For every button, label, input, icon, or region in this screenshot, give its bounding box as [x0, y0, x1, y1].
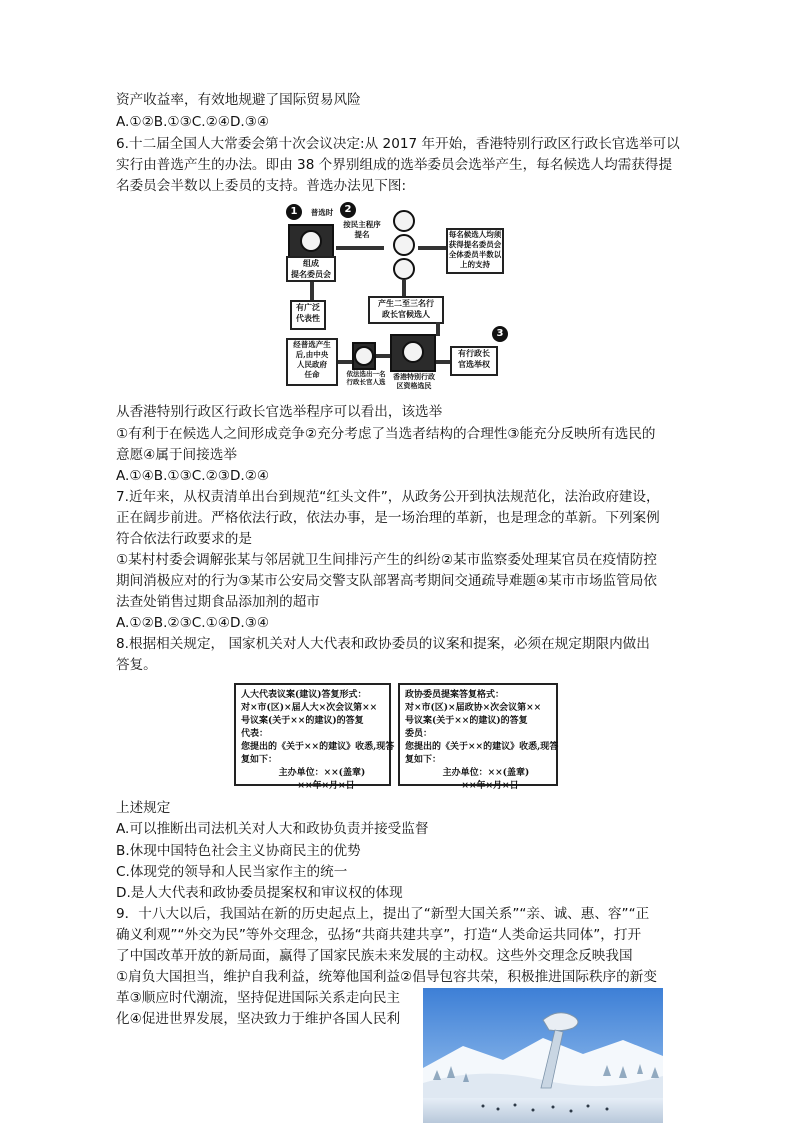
committee-box: 组成 提名委员会 [286, 256, 336, 282]
text-line: ①肩负大国担当，维护自我利益，统筹他国利益②倡导包容共荣，积极推进国际秩序的新变 [116, 969, 657, 985]
text-line: 了中国改革开放的新局面，赢得了国家民族未来发展的主动权。这些外交理念反映我国 [116, 948, 633, 964]
text-line: 答复。 [116, 657, 157, 673]
option-d: D.是人大代表和政协委员提案权和审议权的体现 [116, 885, 403, 901]
question-9: 9．十八大以后，我国站在新的历史起点上，提出了“新型大国关系”“亲、诚、惠、容”“正 [116, 906, 650, 922]
requirement-box: 每名候选人均须 获得提名委员会 全体委员半数以 上的支持 [446, 228, 504, 274]
ski-venue-illustration [423, 988, 663, 1123]
text-line: ①某村村委会调解张某与邻居就卫生间排污产生的纠纷②某市监察委处理某官员在疫情防控 [116, 552, 657, 568]
right-to-vote-box: 有行政长 官选举权 [450, 346, 498, 376]
text-line: 正在阔步前进。严格依法行政，依法办事，是一场治理的革新，也是理念的革新。下列案例 [116, 510, 660, 526]
text-line: 资产收益率，有效地规避了国际贸易风险 [116, 92, 361, 108]
appointment-box: 经普选产生 后,由中央 人民政府 任命 [286, 338, 338, 386]
question-6: 6.十二届全国人大常委会第十次会议决定:从 2017 年开始，香港特别行政区行政长官选举可以 [116, 136, 680, 152]
text-line: 革③顺应时代潮流，坚持促进国际关系走向民主 [116, 990, 401, 1006]
elect-one-label: 依法选出一名 行政长官人选 [346, 370, 386, 386]
option-c: C.体现党的领导和人民当家作主的统一 [116, 864, 348, 880]
representative-box: 有广泛 代表性 [290, 300, 326, 330]
text-line: 上述规定 [116, 800, 171, 816]
step-number-2: 2 [340, 202, 356, 218]
question-7: 7.近年来，从权责清单出台到规范“红头文件”，从政务公开到执法规范化，法治政府建设， [116, 489, 660, 505]
nominate-label: 按民主程序 提名 [343, 220, 381, 239]
text-line: 名委员会半数以上委员的支持。普选办法见下图: [116, 178, 407, 194]
answer-options: A.①②B.①③C.②④D.③④ [116, 114, 270, 130]
npc-answer-form: 人大代表议案(建议)答复形式： 对×市(区)×届人大×次会议第×× 号议案(关于××的建议)的答复 代表： 您提出的《关于××的建议》收悉,现答 复如下： 主办单位：××(盖章) ××年×月×日 [234, 683, 391, 786]
eligible-voters-label: 香港特别行政 区资格选民 [393, 372, 435, 390]
option-b: B.休现中国特色社会主义协商民主的优势 [116, 843, 361, 859]
cppcc-answer-form: 政协委员提案答复格式： 对×市(区)×届政协×次会议第×× 号议案(关于××的建议)的答复 委员： 您提出的《关于××的建议》收悉,现答 复如下： 主办单位：××(盖章) ××年×月×日 [398, 683, 558, 786]
step-label: 普选时 [310, 208, 334, 217]
text-line: 实行由普选产生的办法。即由 38 个界别组成的选举委员会选举产生，每名候选人均需获得提 [116, 157, 673, 173]
voters-image-2 [390, 334, 436, 372]
voters-image [288, 224, 334, 258]
step-number-1: 1 [286, 204, 302, 220]
text-line: ①有利于在候选人之间形成竞争②充分考虑了当选者结构的合理性③能充分反映所有选民的 [116, 426, 656, 442]
question-8: 8.根据相关规定， 国家机关对人大代表和政协委员的议案和提案，必须在规定期限内做出 [116, 636, 650, 652]
text-line: 法查处销售过期食品添加剂的超市 [116, 594, 320, 610]
text-line: 确义利观”“外交为民”等外交理念，弘扬“共商共建共享”，打造“人类命运共同体”，打开 [116, 927, 642, 943]
chief-image [352, 342, 376, 370]
option-a: A.可以推断出司法机关对人大和政协负责并接受监督 [116, 821, 429, 837]
candidates-image [390, 210, 418, 280]
answer-options: A.①②B.②③C.①④D.③④ [116, 615, 270, 631]
step-number-3: 3 [492, 326, 508, 342]
answer-options: A.①④B.①③C.②③D.②④ [116, 468, 270, 484]
text-line: 从香港特别行政区行政长官选举程序可以看出，该选举 [116, 404, 443, 420]
ski-venue-photo [423, 988, 663, 1123]
text-line: 期间消极应对的行为③某市公安局交警支队部署高考期间交通疏导难题④某市市场监管局依 [116, 573, 657, 589]
text-line: 符合依法行政要求的是 [116, 531, 252, 547]
text-line: 意愿④属于间接选举 [116, 447, 237, 463]
text-line: 化④促进世界发展，坚决致力于维护各国人民利 [116, 1011, 401, 1027]
election-process-diagram [286, 202, 508, 394]
candidates-box: 产生二至三名行 政长官候选人 [368, 296, 444, 324]
